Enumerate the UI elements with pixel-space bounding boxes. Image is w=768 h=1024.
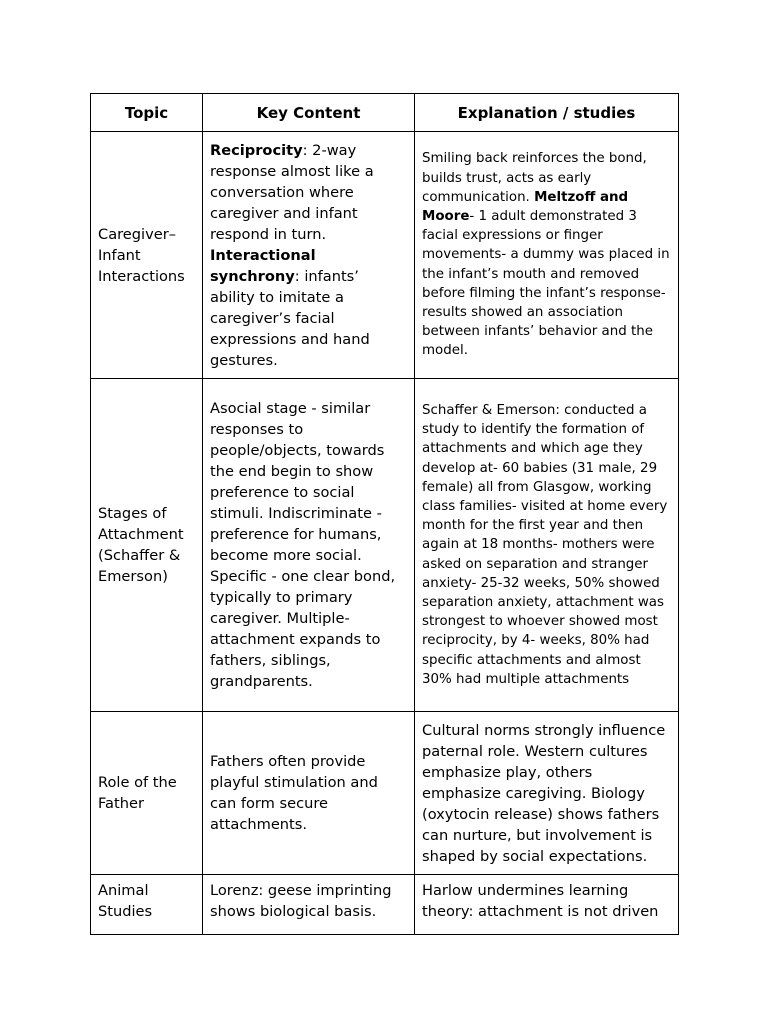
key-content-cell — [203, 875, 415, 935]
table-row — [91, 379, 679, 712]
explanation-cell: Schaffer & Emerson: conducted a study to identify the formation of attachments and which age they develop at- 60 babies (31 male, 29 female) all from Glasgow, working class families- visited at home every month for the first year and then again at 18 months- mothers were asked on separation and stranger anxiety- 25-32 weeks, 50% showed separation anxiety, attachment was strongest to whoever showed most reciprocity, by 4- weeks, 80% had specific attachments and almost 30% had multiple attachments — [415, 379, 679, 712]
topic-cell: Caregiver–Infant Interactions — [91, 132, 203, 379]
topic-text: Animal Studies — [98, 882, 153, 920]
topic-cell — [91, 875, 203, 935]
header-topic: Topic — [91, 94, 203, 132]
table-row — [91, 875, 679, 935]
header-explanation: Explanation / studies — [415, 94, 679, 132]
explanation-cell — [415, 875, 679, 935]
key-content-cell — [203, 132, 415, 379]
topic-cell: Role of the Father — [91, 712, 203, 875]
explanation-text: Harlow undermines learning theory: attachment is not driven — [422, 882, 659, 920]
header-row — [91, 94, 679, 132]
study-name: Meltzoff and Moore — [422, 189, 629, 224]
table-row — [91, 132, 679, 379]
header-key-content: Key Content — [203, 94, 415, 132]
key-text: : infants’ ability to imitate a caregiver’s facial expressions and hand gestures. — [210, 267, 370, 369]
explanation-cell — [415, 132, 679, 379]
explanation-cell: Cultural norms strongly influence paternal role. Western cultures emphasize play, others emphasize caregiving. Biology (oxytocin release) shows fathers can nurture, but involvement is shaped by social expectations. — [415, 712, 679, 875]
key-term: Reciprocity — [210, 141, 303, 159]
table-row — [91, 712, 679, 875]
key-text: : 2-way response almost like a conversation where caregiver and infant respond in turn. — [210, 141, 374, 243]
key-text: Lorenz: geese imprinting shows biological basis. — [210, 882, 392, 920]
key-term: Interactional synchrony — [210, 246, 316, 285]
key-content-cell: Fathers often provide playful stimulation and can form secure attachments. — [203, 712, 415, 875]
key-content-cell: Asocial stage - similar responses to people/objects, towards the end begin to show preference to social stimuli. Indiscriminate - preference for humans, become more social. Specific - one clear bond, typically to primary caregiver. Multiple-attachment expands to fathers, siblings, grandparents. — [203, 379, 415, 712]
topic-cell: Stages of Attachment (Schaffer & Emerson) — [91, 379, 203, 712]
notes-table — [90, 93, 679, 935]
explanation-text: Smiling back reinforces the bond, builds trust, acts as early communication. — [422, 151, 647, 205]
explanation-text: - 1 adult demonstrated 3 facial expressions or finger movements- a dummy was placed in the infant’s mouth and removed before filming the infant’s response- results showed an association between infants’ behavior and the model. — [422, 208, 670, 359]
